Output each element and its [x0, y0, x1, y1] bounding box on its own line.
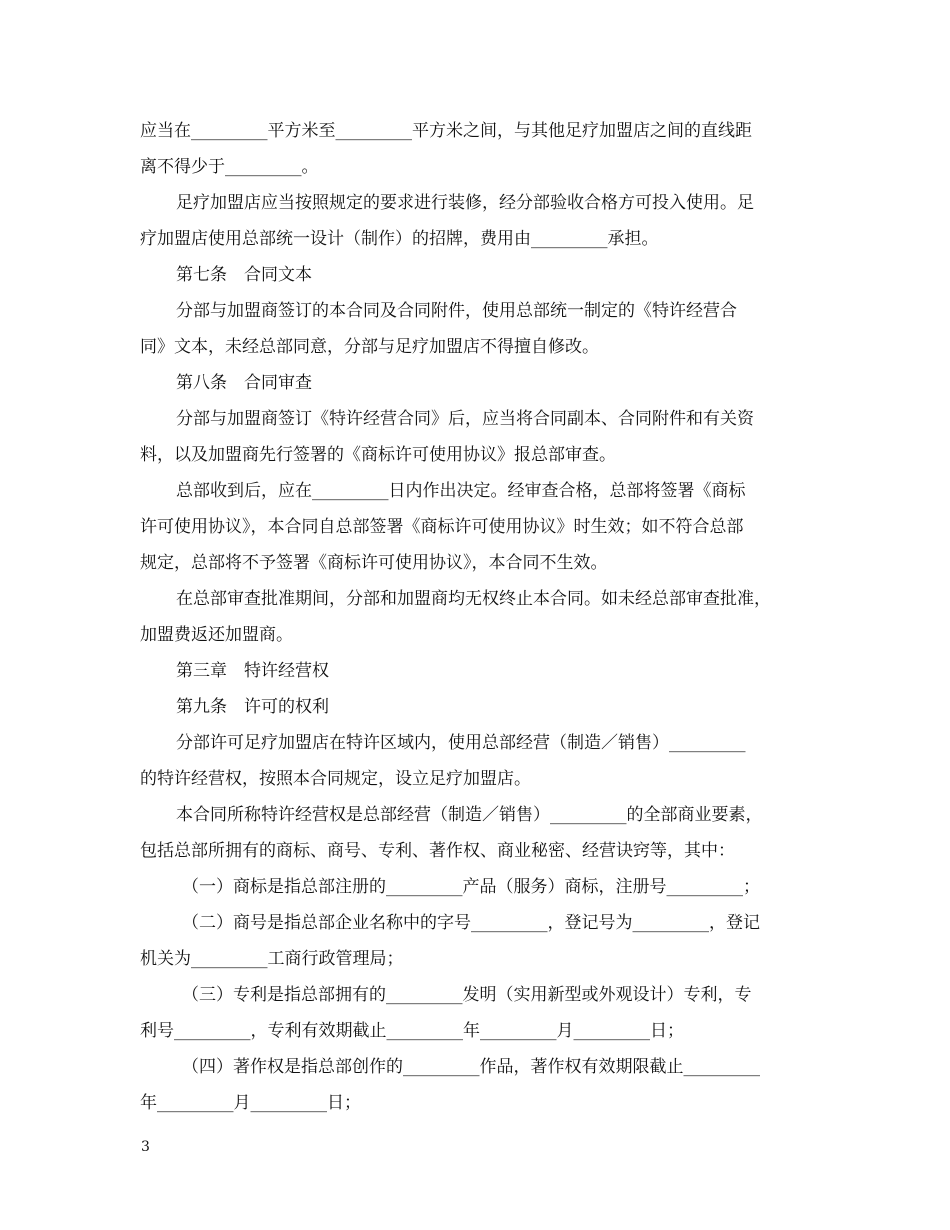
text-line: 分部与加盟商签订的本合同及合同附件，使用总部统一制定的《特许经营合: [176, 301, 737, 321]
text-line: 疗加盟店使用总部统一设计（制作）的招牌，费用由_________承担。: [140, 229, 659, 249]
article-heading: 第九条 许可的权利: [176, 697, 329, 717]
text-line: 年_________月_________日；: [140, 1093, 361, 1113]
text-line: 离不得少于_________。: [140, 157, 319, 177]
text-line: 总部收到后，应在_________日内作出决定。经审查合格，总部将签署《商标: [176, 481, 746, 501]
text-line: 机关为_________工商行政管理局；: [140, 949, 404, 969]
text-line: 在总部审查批准期间，分部和加盟商均无权终止本合同。如未经总部审查批准，: [176, 589, 771, 609]
text-line: 利号_________，专利有效期截止_________年_________月_________日；: [140, 1021, 684, 1041]
article-heading: 第七条 合同文本: [176, 265, 312, 285]
text-line: 同》文本，未经总部同意，分部与足疗加盟店不得擅自修改。: [140, 337, 599, 357]
text-line: 分部与加盟商签订《特许经营合同》后，应当将合同副本、合同附件和有关资: [176, 409, 754, 429]
list-item-line: （一）商标是指总部注册的_________产品（服务）商标，注册号_________；: [182, 877, 760, 897]
text-line: 规定，总部将不予签署《商标许可使用协议》，本合同不生效。: [140, 553, 608, 573]
list-item-line: （三）专利是指总部拥有的_________发明（实用新型或外观设计）专利，专: [182, 985, 752, 1005]
page-number: 3: [141, 1139, 150, 1155]
text-line: 料，以及加盟商先行签署的《商标许可使用协议》报总部审查。: [140, 445, 616, 465]
document-body: [140, 113, 822, 1121]
list-item-line: （二）商号是指总部企业名称中的字号_________，登记号为_________，登记: [182, 913, 760, 933]
text-line: 的特许经营权，按照本合同规定，设立足疗加盟店。: [140, 769, 531, 789]
text-line: 足疗加盟店应当按照规定的要求进行装修，经分部验收合格方可投入使用。足: [176, 193, 754, 213]
chapter-heading: 第三章 特许经营权: [176, 661, 329, 681]
text-line: 包括总部所拥有的商标、商号、专利、著作权、商业秘密、经营诀窍等，其中：: [140, 841, 735, 861]
list-item-line: （四）著作权是指总部创作的_________作品，著作权有效期限截止_________: [182, 1057, 760, 1077]
text-line: 应当在_________平方米至_________平方米之间，与其他足疗加盟店之间的直线距: [140, 121, 752, 141]
text-line: 分部许可足疗加盟店在特许区域内，使用总部经营（制造／销售）_________: [176, 733, 746, 753]
text-line: 加盟费返还加盟商。: [140, 625, 293, 645]
article-heading: 第八条 合同审查: [176, 373, 312, 393]
text-line: 本合同所称特许经营权是总部经营（制造／销售）_________的全部商业要素，: [176, 805, 763, 825]
text-line: 许可使用协议》，本合同自总部签署《商标许可使用协议》时生效；如不符合总部: [140, 517, 744, 537]
